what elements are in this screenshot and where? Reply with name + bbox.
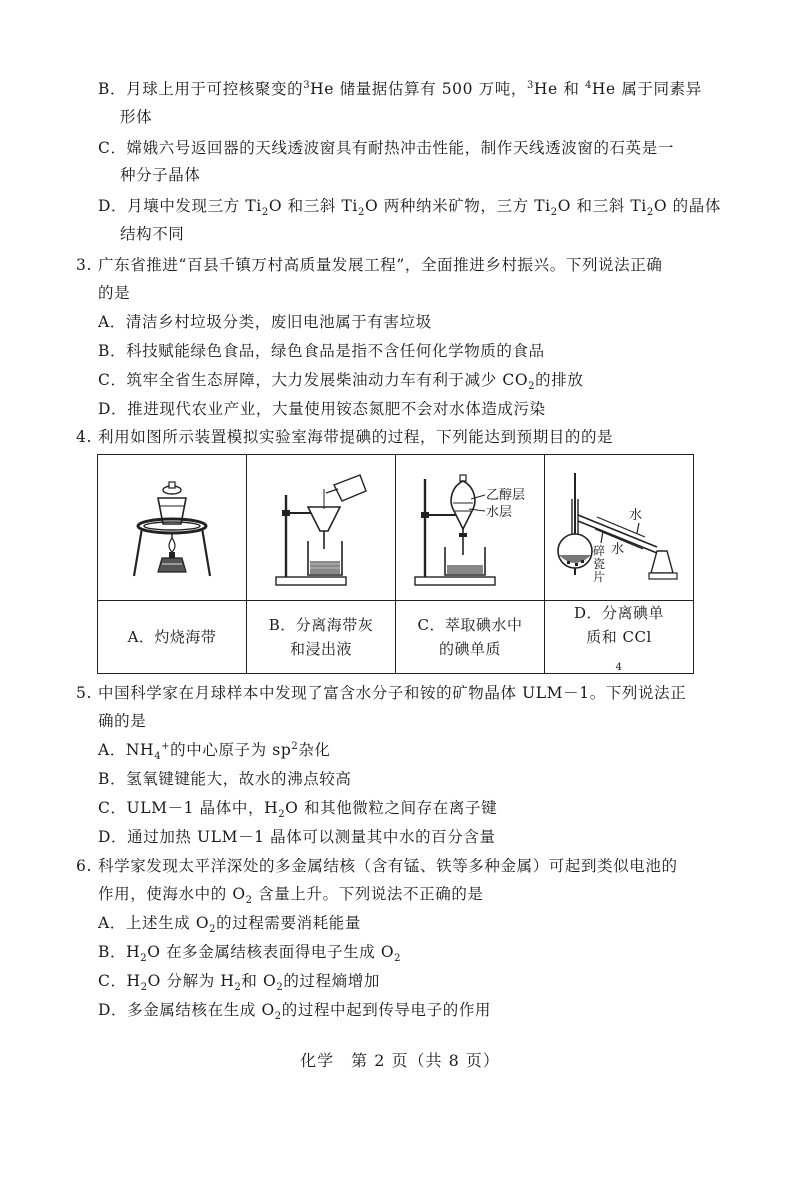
q3-stem-line1: 广东省推进“百县千镇万村高质量发展工程”，全面推进乡村振兴。下列说法正确 bbox=[98, 256, 663, 274]
q2-option-D-line1: D．月壤中发现三方 $Ti_2O$ 和三斜 $Ti_2O$ 两种纳米矿物，三方 $Ti_2O$ 和三斜 $Ti_2O$ 的晶体 bbox=[98, 197, 721, 219]
label-water-in: 水 bbox=[629, 506, 643, 522]
q3-option-A: A．清洁乡村垃圾分类，废旧电池属于有害垃圾 bbox=[98, 313, 432, 331]
filtration-icon bbox=[266, 465, 376, 590]
label-chips-2: 瓷 bbox=[593, 556, 606, 571]
q4-stem: 利用如图所示装置模拟实验室海带提碘的过程，下列能达到预期目的的是 bbox=[98, 428, 614, 446]
label-chips-3: 片 bbox=[593, 569, 606, 584]
q6-option-C: C．$H_2O$ 分解为 $H_2$和 $O_2$的过程熵增加 bbox=[98, 972, 380, 994]
caption-D: D．分离碘单 质和 CCl $_4$ bbox=[545, 601, 694, 674]
q6-stem-line2: 作用，使海水中的 $O_2$ 含量上升。下列说法不正确的是 bbox=[98, 885, 484, 907]
caption-A: A．灼烧海带 bbox=[98, 601, 247, 674]
label-water-out: 水 bbox=[611, 540, 625, 556]
apparatus-table bbox=[97, 454, 694, 674]
label-ethanol-layer: 乙醇层 bbox=[486, 487, 526, 502]
label-water-layer: 水层 bbox=[486, 504, 513, 519]
page-footer: 化学 第 2 页（共 8 页） bbox=[300, 1051, 500, 1070]
q6-option-B: B．$H_2O$ 在多金属结核表面得电子生成 $O_2$ bbox=[98, 943, 402, 965]
q6-option-A: A．上述生成 $O_2$的过程需要消耗能量 bbox=[98, 914, 362, 936]
q4-number: 4. bbox=[76, 428, 92, 446]
q3-option-D: D．推进现代农业产业，大量使用铵态氮肥不会对水体造成污染 bbox=[98, 400, 546, 418]
q2-option-C-line2: 种分子晶体 bbox=[120, 166, 201, 184]
q2-option-D-line2: 结构不同 bbox=[120, 225, 185, 243]
apparatus-B-cell bbox=[247, 455, 396, 601]
q5-stem-line1: 中国科学家在月球样本中发现了富含水分子和铵的矿物晶体 ULM－1。下列说法正 bbox=[98, 684, 687, 702]
q5-stem-line2: 确的是 bbox=[98, 712, 147, 730]
q5-option-B: B．氢氧键键能大，故水的沸点较高 bbox=[98, 770, 352, 788]
q3-number: 3. bbox=[76, 256, 92, 274]
q6-option-D: D．多金属结核在生成 $O_2$的过程中起到传导电子的作用 bbox=[98, 1001, 492, 1023]
apparatus-A-cell bbox=[98, 455, 247, 601]
q3-option-B: B．科技赋能绿色食品，绿色食品是指不含任何化学物质的食品 bbox=[98, 342, 545, 360]
separatory-funnel-icon bbox=[405, 465, 535, 590]
q5-option-D: D．通过加热 ULM－1 晶体可以测量其中水的百分含量 bbox=[98, 828, 496, 846]
caption-C: C．萃取碘水中 的碘单质 bbox=[396, 601, 545, 674]
q5-option-C: C．ULM－1 晶体中，$H_2O$ 和其他微粒之间存在离子键 bbox=[98, 799, 498, 821]
q2-option-C-line1: C．嫦娥六号返回器的天线透波窗具有耐热冲击性能，制作天线透波窗的石英是一 bbox=[98, 139, 674, 157]
caption-B: B．分离海带灰 和浸出液 bbox=[247, 601, 396, 674]
q2-option-B-line1: B．月球上用于可控核聚变的$^3$He 储量据估算有 500 万吨，$^3$He 和 $^4$He 属于同素异 bbox=[98, 79, 702, 98]
q5-number: 5. bbox=[76, 684, 92, 702]
q2-option-B-line2: 形体 bbox=[120, 108, 153, 126]
apparatus-D-cell bbox=[545, 455, 694, 601]
q3-option-C: C．筑牢全省生态屏障，大力发展柴油动力车有利于减少 $CO_2$的排放 bbox=[98, 371, 584, 393]
q3-stem-line2: 的是 bbox=[98, 284, 131, 302]
apparatus-C-cell bbox=[396, 455, 545, 601]
q5-option-A: A．$NH_4^+$的中心原子为 $sp^2$杂化 bbox=[98, 740, 331, 763]
q6-stem-line1: 科学家发现太平洋深处的多金属结核（含有锰、铁等多种金属）可起到类似电池的 bbox=[98, 857, 678, 875]
distillation-icon bbox=[545, 463, 695, 593]
label-chips-1: 碎 bbox=[593, 543, 606, 558]
q6-number: 6. bbox=[76, 857, 92, 875]
crucible-burning-icon bbox=[122, 468, 222, 588]
